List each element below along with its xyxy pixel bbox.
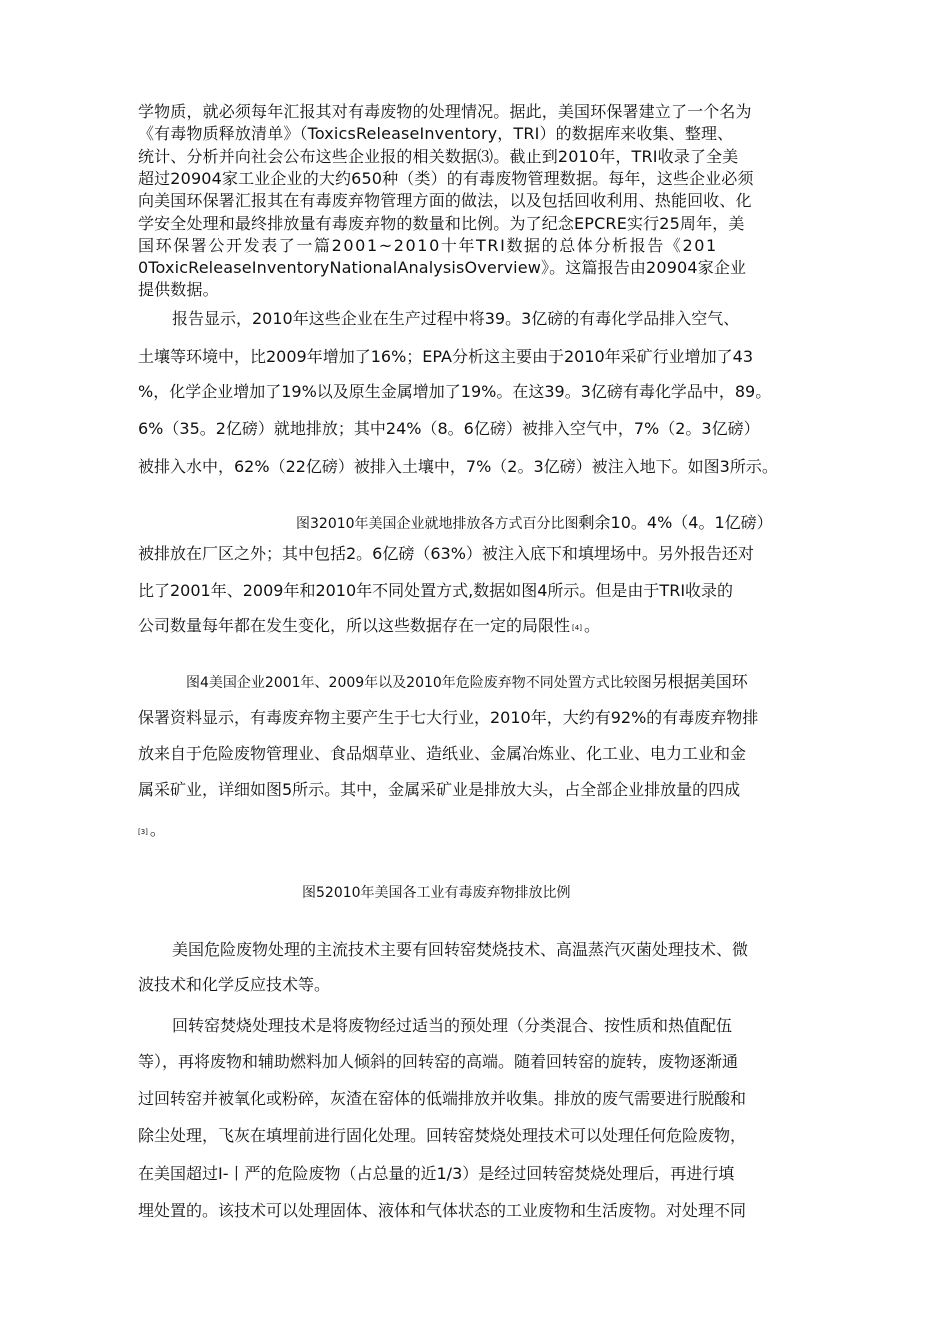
text-line: 《有毒物质释放清单》（ToxicsReleaseInventory，TRI）的数据库来收集、整理、 xyxy=(138,124,734,143)
figure-5-caption: 图52010年美国各工业有毒废弃物排放比例 xyxy=(302,885,571,901)
text-line: 统计、分析并向社会公布这些企业报的相关数据⑶。截止到2010年，TRI收录了全美 xyxy=(138,147,739,166)
text-line: 属采矿业，详细如图5所示。其中，金属采矿业是排放大头，占全部企业排放量的四成 xyxy=(138,780,741,799)
text-line: 国环保署公开发表了一篇2001~2010十年TRI数据的总体分析报告《201 xyxy=(138,236,718,255)
text-line: 埋处置的。该技术可以处理固体、液体和气体状态的工业废物和生活废物。对处理不同 xyxy=(138,1201,747,1220)
text-line: 波技术和化学反应技术等。 xyxy=(138,975,331,994)
figure-3-caption-line xyxy=(296,514,773,533)
text-line: 除尘处理，飞灰在填埋前进行固化处理。回转窑焚烧处理技术可以处理任何危险废物， xyxy=(138,1126,747,1145)
text-line: 放来自于危险废物管理业、食品烟草业、造纸业、金属冶炼业、化工业、电力工业和金 xyxy=(138,744,747,763)
text-line xyxy=(138,616,600,638)
text-fragment: 公司数量每年都在发生变化，所以这些数据存在一定的局限性 xyxy=(138,616,571,635)
text-fragment: 。 xyxy=(149,820,166,839)
text-line: 被排入水中，62%（22亿磅）被排入土壤中，7%（2。3亿磅）被注入地下。如图3所示。 xyxy=(138,457,778,476)
text-line: 土壤等环境中，比2009年增加了16%；EPA分析这主要由于2010年采矿行业增加了43 xyxy=(138,347,754,366)
text-line: 过回转窑并被氧化或粉碎，灰渣在窑体的低端排放并收集。排放的废气需要进行脱酸和 xyxy=(138,1089,747,1108)
figure-3-caption: 图32010年美国企业就地排放各方式百分比图 xyxy=(296,516,579,532)
text-line: 学物质，就必须每年汇报其对有毒废物的处理情况。据此，美国环保署建立了一个名为 xyxy=(138,102,752,121)
text-fragment: 。 xyxy=(583,616,600,635)
text-line: %，化学企业增加了19%以及原生金属增加了19%。在这39。3亿磅有毒化学品中，89。 xyxy=(138,382,772,401)
text-line: 保署资料显示，有毒废弃物主要产生于七大行业，2010年，大约有92%的有毒废弃物排 xyxy=(138,708,759,727)
text-line: 提供数据。 xyxy=(138,280,219,299)
text-line: 向美国环保署汇报其在有毒废弃物管理方面的做法，以及包括回收利用、热能回收、化 xyxy=(138,191,752,210)
figure-4-caption-line xyxy=(186,673,748,692)
text-line: 超过20904家工业企业的大约650种（类）的有毒废物管理数据。每年，这些企业必须 xyxy=(138,169,754,188)
text-line: 报告显示，2010年这些企业在生产过程中将39。3亿磅的有毒化学品排入空气、 xyxy=(172,309,740,328)
text-line: 6%（35。2亿磅）就地排放；其中24%（8。6亿磅）被排入空气中，7%（2。3亿磅） xyxy=(138,419,760,438)
text-line: 回转窑焚烧处理技术是将废物经过适当的预处理（分类混合、按性质和热值配伍 xyxy=(172,1016,733,1035)
text-line: 被排放在厂区之外；其中包括2。6亿磅（63%）被注入底下和填埋场中。另外报告还对 xyxy=(138,544,754,563)
text-line: 比了2001年、2009年和2010年不同处置方式,数据如图4所示。但是由于TRI收录的 xyxy=(138,581,734,600)
text-line xyxy=(138,820,166,842)
figure-4-caption: 图4美国企业2001年、2009年以及2010年危险废弃物不同处置方式比较图 xyxy=(186,675,652,691)
text-line: 美国危险废物处理的主流技术主要有回转窑焚烧技术、高温蒸汽灭菌处理技术、微 xyxy=(172,940,749,959)
citation-ref: [4] xyxy=(572,624,582,632)
text-line: 0ToxicReleaseInventoryNationalAnalysisOverview》。这篇报告由20904家企业 xyxy=(138,258,747,277)
text-line: 在美国超过I-丨严的危险废物（占总量的近1/3）是经过回转窑焚烧处理后，再进行填 xyxy=(138,1164,735,1183)
text-line: 等），再将废物和辅助燃料加人倾斜的回转窑的高端。随着回转窑的旋转，废物逐渐通 xyxy=(138,1052,739,1071)
figure-4-tail-text: 另根据美国环 xyxy=(651,672,748,691)
text-line: 学安全处理和最终排放量有毒废弃物的数量和比例。为了纪念EPCRE实行25周年，美 xyxy=(138,214,745,233)
citation-ref: [3] xyxy=(138,828,148,836)
figure-3-tail-text: 剩余10。4%（4。1亿磅） xyxy=(578,513,773,532)
